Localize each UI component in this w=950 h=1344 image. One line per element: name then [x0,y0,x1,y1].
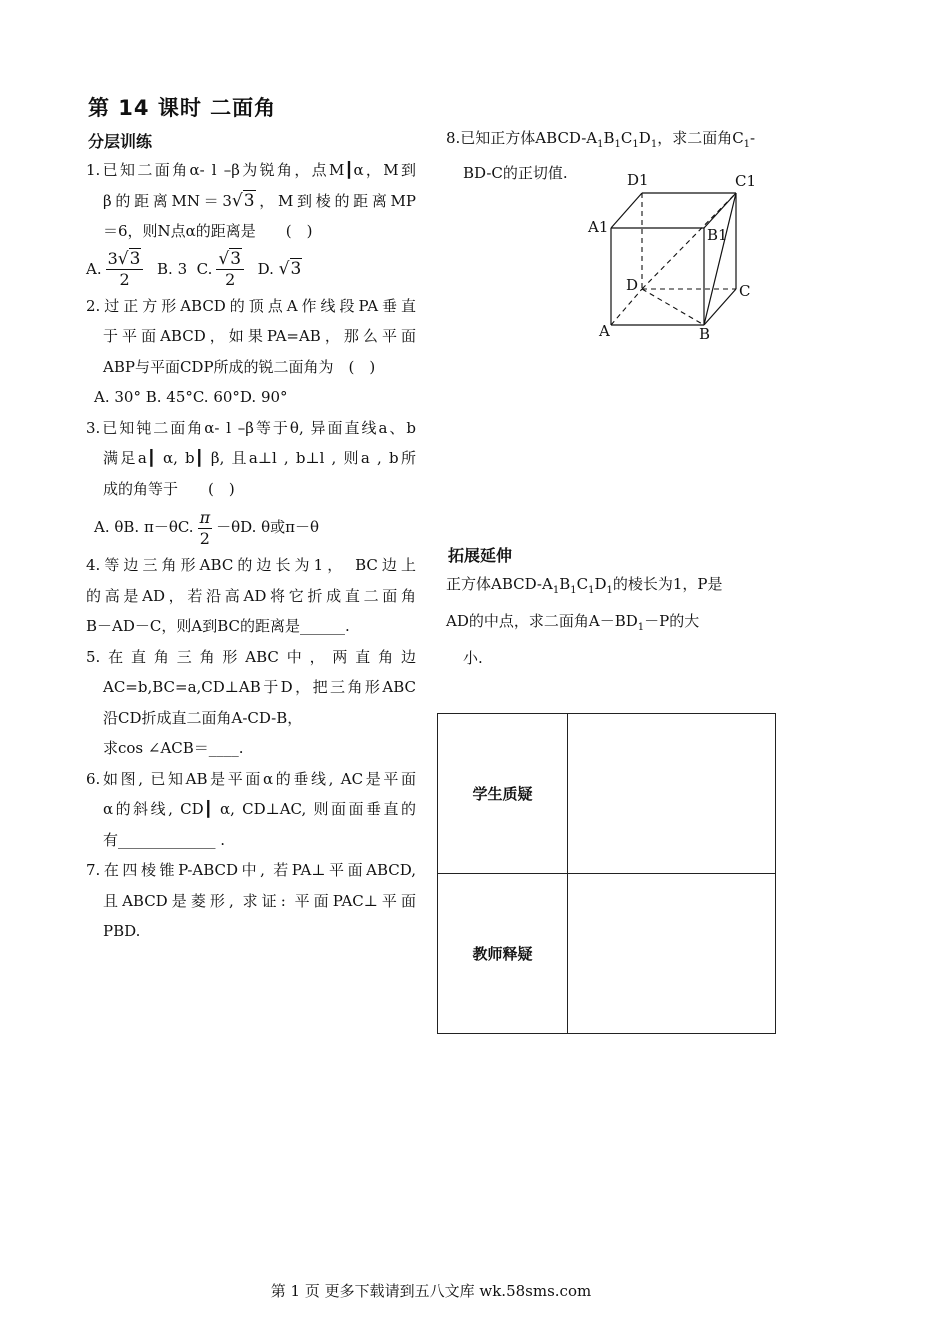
label-a1: A1 [588,218,609,236]
student-question-label: 学生质疑 [438,714,568,874]
q1-line2: β的距离MN＝3√3，M到棱的距离MP [103,190,416,211]
q3-line1: 3.已知钝二面角α- l –β等于θ, 异面直线a、b [86,418,416,437]
q3-line3: 成的角等于 ( ) [103,479,235,498]
q5-line4: 求cos ∠ACB＝____. [103,739,244,757]
q6-line1: 6.如图, 已知AB是平面α的垂线, AC是平面 [86,769,416,788]
section-heading-layered: 分层训练 [88,132,153,151]
q5-line3: 沿CD折成直二面角A-CD-B， [103,708,303,727]
label-b: B [699,325,711,343]
q2-line3: ABP与平面CDP所成的锐二面角为 ( ) [103,357,376,376]
q4-line2: 的高是AD，若沿高AD将它折成直二面角 [86,586,416,605]
q5-line2: AC=b,BC=a,CD⊥AB于D，把三角形ABC [103,678,416,696]
q7-line2: 且ABCD是菱形, 求证: 平面PAC⊥平面 [103,891,416,910]
q1-options: A. $\frac{3√3}{2}$ B. 3 C. $\frac{√3}{2}$ D. √3 [86,249,302,289]
table-row-teacher [438,874,776,1034]
q1-line1: 1.已知二面角α- l –β为锐角，点M┃α，M到 [86,161,417,179]
q6-line3: 有_____________ . [103,830,226,849]
q7-line3: PBD. [103,922,141,940]
q1-line3: ＝6，则N点α的距离是 ( ) [103,222,313,240]
cube-diagram [580,165,770,345]
label-a: A [599,322,610,340]
page-footer: 第 1 页 更多下载请到五八文库 wk.58sms.com [270,1282,592,1300]
student-question-cell[interactable] [568,714,776,874]
q3-line2: 满足a┃ α, b┃ β, 且a⊥l , b⊥l , 则a , b所 [103,449,416,467]
label-d: D [626,276,639,294]
teacher-answer-label: 教师释疑 [438,874,568,1034]
label-d1: D1 [627,171,649,189]
q7-line1: 7.在四棱锥P-ABCD中, 若PA⊥平面ABCD, [86,861,416,879]
q4-line1: 4.等边三角形ABC的边长为1， BC边上 [86,556,416,574]
label-c: C [739,282,751,300]
q1-option-d-sqrt: √3 [278,258,302,279]
q3-pi-fraction: $\frac{\pi}{2}$ [199,507,211,548]
teacher-answer-cell[interactable] [568,874,776,1034]
q8-line1: 8.已知正方体ABCD-$A_1B_1C_1D_1$，求二面角$C_1-$ [446,129,756,150]
page-title: 第 14 课时 二面角 [88,96,277,120]
label-b1: B1 [707,226,728,244]
ext-line1: 正方体ABCD-$A_1B_1C_1D_1$的棱长为1，P是 [446,575,723,596]
ext-line3: 小. [463,649,483,667]
q3-options: A. θB. π－θC. $\frac{\pi}{2}$ －θD. θ或π－θ [94,507,320,548]
q2-line2: 于平面ABCD，如果PA=AB，那么平面 [103,327,416,345]
extension-problem [446,569,786,674]
sqrt-symbol: √3 [231,190,255,211]
left-column [86,155,416,947]
q2-options: A. 30° B. 45°C. 60°D. 90° [94,388,288,406]
q5-line1: 5.在直角三角形ABC中，两直角边 [86,647,416,666]
section-heading-extension: 拓展延伸 [448,546,513,565]
ext-line2: AD的中点，求二面角$A-BD_1-P$的大 [446,612,700,633]
q6-line2: α的斜线, CD┃ α, CD⊥AC, 则面面垂直的 [103,800,416,818]
q8-line2: BD-C的正切值. [463,164,568,182]
q1-option-c-fraction: $\frac{√3}{2}$ [216,249,244,290]
q4-line3: B－AD－C，则A到BC的距离是______. [86,617,350,635]
table-row-student [438,714,776,874]
qa-table [437,713,776,1034]
q1-option-a-fraction: $\frac{3√3}{2}$ [106,249,144,290]
label-c1: C1 [735,172,757,190]
q2-line1: 2.过正方形ABCD的顶点A作线段PA垂直 [86,296,416,315]
